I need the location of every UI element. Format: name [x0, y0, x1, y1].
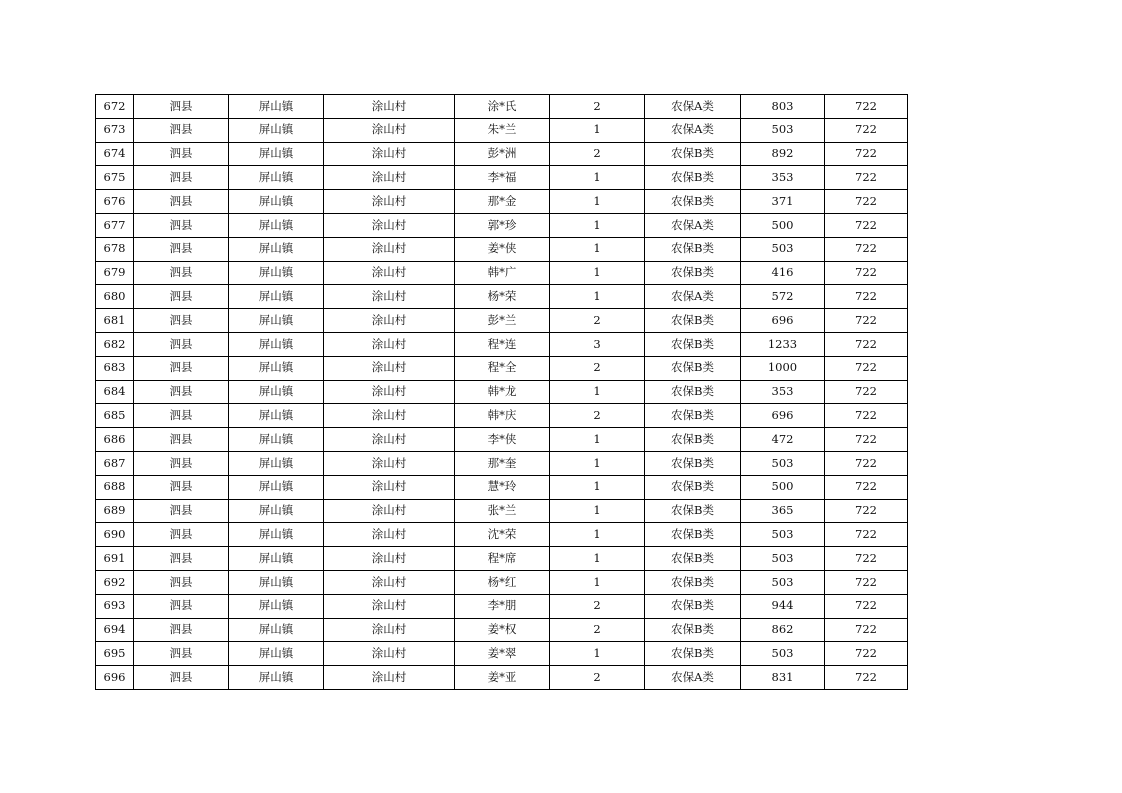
village-cell: 涂山村	[324, 190, 455, 214]
village-cell: 涂山村	[324, 380, 455, 404]
name-cell: 韩*龙	[455, 380, 550, 404]
name-cell: 慧*玲	[455, 475, 550, 499]
county-cell: 泗县	[134, 523, 229, 547]
county-cell: 泗县	[134, 618, 229, 642]
people-count-cell: 1	[550, 213, 645, 237]
category-cell: 农保A类	[645, 285, 741, 309]
category-cell: 农保A类	[645, 666, 741, 690]
category-cell: 农保B类	[645, 166, 741, 190]
people-count-cell: 2	[550, 356, 645, 380]
town-cell: 屏山镇	[229, 618, 324, 642]
village-cell: 涂山村	[324, 261, 455, 285]
amount-cell: 503	[741, 118, 825, 142]
standard-cell: 722	[825, 237, 908, 261]
seq-cell: 688	[96, 475, 134, 499]
village-cell: 涂山村	[324, 666, 455, 690]
standard-cell: 722	[825, 499, 908, 523]
people-count-cell: 1	[550, 261, 645, 285]
county-cell: 泗县	[134, 380, 229, 404]
county-cell: 泗县	[134, 451, 229, 475]
data-table	[95, 94, 908, 690]
standard-cell: 722	[825, 475, 908, 499]
people-count-cell: 1	[550, 285, 645, 309]
seq-cell: 687	[96, 451, 134, 475]
amount-cell: 803	[741, 95, 825, 119]
category-cell: 农保A类	[645, 95, 741, 119]
people-count-cell: 1	[550, 499, 645, 523]
town-cell: 屏山镇	[229, 332, 324, 356]
name-cell: 程*席	[455, 547, 550, 571]
category-cell: 农保A类	[645, 213, 741, 237]
seq-cell: 694	[96, 618, 134, 642]
village-cell: 涂山村	[324, 547, 455, 571]
village-cell: 涂山村	[324, 618, 455, 642]
county-cell: 泗县	[134, 475, 229, 499]
name-cell: 沈*荣	[455, 523, 550, 547]
standard-cell: 722	[825, 523, 908, 547]
name-cell: 那*奎	[455, 451, 550, 475]
seq-cell: 692	[96, 570, 134, 594]
county-cell: 泗县	[134, 428, 229, 452]
category-cell: 农保B类	[645, 309, 741, 333]
people-count-cell: 2	[550, 594, 645, 618]
people-count-cell: 2	[550, 95, 645, 119]
people-count-cell: 2	[550, 142, 645, 166]
table-row	[96, 499, 908, 523]
amount-cell: 831	[741, 666, 825, 690]
village-cell: 涂山村	[324, 332, 455, 356]
table-row	[96, 190, 908, 214]
category-cell: 农保B类	[645, 332, 741, 356]
category-cell: 农保B类	[645, 594, 741, 618]
table-row	[96, 666, 908, 690]
amount-cell: 862	[741, 618, 825, 642]
standard-cell: 722	[825, 285, 908, 309]
seq-cell: 689	[96, 499, 134, 523]
seq-cell: 673	[96, 118, 134, 142]
seq-cell: 685	[96, 404, 134, 428]
village-cell: 涂山村	[324, 118, 455, 142]
standard-cell: 722	[825, 166, 908, 190]
table-row	[96, 618, 908, 642]
village-cell: 涂山村	[324, 404, 455, 428]
village-cell: 涂山村	[324, 356, 455, 380]
category-cell: 农保B类	[645, 380, 741, 404]
county-cell: 泗县	[134, 261, 229, 285]
town-cell: 屏山镇	[229, 190, 324, 214]
seq-cell: 675	[96, 166, 134, 190]
people-count-cell: 1	[550, 428, 645, 452]
amount-cell: 353	[741, 380, 825, 404]
name-cell: 程*连	[455, 332, 550, 356]
seq-cell: 686	[96, 428, 134, 452]
name-cell: 张*兰	[455, 499, 550, 523]
table-row	[96, 523, 908, 547]
standard-cell: 722	[825, 618, 908, 642]
village-cell: 涂山村	[324, 642, 455, 666]
town-cell: 屏山镇	[229, 118, 324, 142]
people-count-cell: 1	[550, 642, 645, 666]
town-cell: 屏山镇	[229, 380, 324, 404]
people-count-cell: 1	[550, 570, 645, 594]
standard-cell: 722	[825, 547, 908, 571]
seq-cell: 672	[96, 95, 134, 119]
town-cell: 屏山镇	[229, 523, 324, 547]
town-cell: 屏山镇	[229, 213, 324, 237]
standard-cell: 722	[825, 118, 908, 142]
table-row	[96, 95, 908, 119]
name-cell: 那*金	[455, 190, 550, 214]
amount-cell: 500	[741, 213, 825, 237]
seq-cell: 696	[96, 666, 134, 690]
table-row	[96, 142, 908, 166]
standard-cell: 722	[825, 332, 908, 356]
amount-cell: 696	[741, 404, 825, 428]
county-cell: 泗县	[134, 404, 229, 428]
category-cell: 农保B类	[645, 475, 741, 499]
seq-cell: 679	[96, 261, 134, 285]
name-cell: 郭*珍	[455, 213, 550, 237]
people-count-cell: 3	[550, 332, 645, 356]
town-cell: 屏山镇	[229, 95, 324, 119]
table-row	[96, 404, 908, 428]
town-cell: 屏山镇	[229, 428, 324, 452]
name-cell: 姜*侠	[455, 237, 550, 261]
town-cell: 屏山镇	[229, 142, 324, 166]
town-cell: 屏山镇	[229, 356, 324, 380]
standard-cell: 722	[825, 190, 908, 214]
seq-cell: 681	[96, 309, 134, 333]
county-cell: 泗县	[134, 237, 229, 261]
county-cell: 泗县	[134, 570, 229, 594]
category-cell: 农保B类	[645, 642, 741, 666]
table-row	[96, 570, 908, 594]
standard-cell: 722	[825, 356, 908, 380]
amount-cell: 944	[741, 594, 825, 618]
table-row	[96, 547, 908, 571]
table-row	[96, 237, 908, 261]
seq-cell: 677	[96, 213, 134, 237]
table-row	[96, 594, 908, 618]
name-cell: 韩*广	[455, 261, 550, 285]
amount-cell: 503	[741, 451, 825, 475]
category-cell: 农保B类	[645, 190, 741, 214]
people-count-cell: 2	[550, 309, 645, 333]
category-cell: 农保B类	[645, 523, 741, 547]
people-count-cell: 1	[550, 190, 645, 214]
category-cell: 农保B类	[645, 237, 741, 261]
amount-cell: 472	[741, 428, 825, 452]
people-count-cell: 1	[550, 237, 645, 261]
village-cell: 涂山村	[324, 213, 455, 237]
category-cell: 农保B类	[645, 570, 741, 594]
table-row	[96, 642, 908, 666]
amount-cell: 892	[741, 142, 825, 166]
town-cell: 屏山镇	[229, 547, 324, 571]
name-cell: 杨*红	[455, 570, 550, 594]
standard-cell: 722	[825, 404, 908, 428]
people-count-cell: 1	[550, 451, 645, 475]
standard-cell: 722	[825, 261, 908, 285]
name-cell: 姜*亚	[455, 666, 550, 690]
county-cell: 泗县	[134, 356, 229, 380]
standard-cell: 722	[825, 594, 908, 618]
standard-cell: 722	[825, 570, 908, 594]
seq-cell: 683	[96, 356, 134, 380]
category-cell: 农保B类	[645, 618, 741, 642]
amount-cell: 1233	[741, 332, 825, 356]
county-cell: 泗县	[134, 594, 229, 618]
name-cell: 李*侠	[455, 428, 550, 452]
county-cell: 泗县	[134, 332, 229, 356]
amount-cell: 503	[741, 570, 825, 594]
standard-cell: 722	[825, 309, 908, 333]
name-cell: 杨*荣	[455, 285, 550, 309]
amount-cell: 500	[741, 475, 825, 499]
name-cell: 韩*庆	[455, 404, 550, 428]
seq-cell: 690	[96, 523, 134, 547]
table-row	[96, 475, 908, 499]
village-cell: 涂山村	[324, 142, 455, 166]
name-cell: 姜*权	[455, 618, 550, 642]
seq-cell: 693	[96, 594, 134, 618]
table-row	[96, 356, 908, 380]
category-cell: 农保B类	[645, 451, 741, 475]
standard-cell: 722	[825, 666, 908, 690]
table-row	[96, 166, 908, 190]
county-cell: 泗县	[134, 166, 229, 190]
people-count-cell: 2	[550, 404, 645, 428]
people-count-cell: 1	[550, 118, 645, 142]
amount-cell: 503	[741, 523, 825, 547]
table-row	[96, 428, 908, 452]
category-cell: 农保B类	[645, 428, 741, 452]
county-cell: 泗县	[134, 142, 229, 166]
county-cell: 泗县	[134, 666, 229, 690]
amount-cell: 416	[741, 261, 825, 285]
name-cell: 彭*洲	[455, 142, 550, 166]
table-row	[96, 332, 908, 356]
town-cell: 屏山镇	[229, 285, 324, 309]
town-cell: 屏山镇	[229, 666, 324, 690]
town-cell: 屏山镇	[229, 166, 324, 190]
standard-cell: 722	[825, 451, 908, 475]
village-cell: 涂山村	[324, 570, 455, 594]
town-cell: 屏山镇	[229, 451, 324, 475]
county-cell: 泗县	[134, 285, 229, 309]
amount-cell: 371	[741, 190, 825, 214]
amount-cell: 353	[741, 166, 825, 190]
table-row	[96, 451, 908, 475]
town-cell: 屏山镇	[229, 570, 324, 594]
village-cell: 涂山村	[324, 451, 455, 475]
name-cell: 彭*兰	[455, 309, 550, 333]
county-cell: 泗县	[134, 642, 229, 666]
table-row	[96, 380, 908, 404]
table-body	[96, 95, 908, 690]
seq-cell: 674	[96, 142, 134, 166]
village-cell: 涂山村	[324, 237, 455, 261]
name-cell: 姜*翠	[455, 642, 550, 666]
village-cell: 涂山村	[324, 285, 455, 309]
village-cell: 涂山村	[324, 428, 455, 452]
category-cell: 农保B类	[645, 261, 741, 285]
standard-cell: 722	[825, 428, 908, 452]
category-cell: 农保B类	[645, 404, 741, 428]
standard-cell: 722	[825, 142, 908, 166]
people-count-cell: 1	[550, 166, 645, 190]
category-cell: 农保B类	[645, 356, 741, 380]
standard-cell: 722	[825, 642, 908, 666]
table-row	[96, 261, 908, 285]
amount-cell: 1000	[741, 356, 825, 380]
name-cell: 程*全	[455, 356, 550, 380]
county-cell: 泗县	[134, 118, 229, 142]
name-cell: 李*福	[455, 166, 550, 190]
county-cell: 泗县	[134, 190, 229, 214]
county-cell: 泗县	[134, 547, 229, 571]
village-cell: 涂山村	[324, 523, 455, 547]
table-row	[96, 309, 908, 333]
seq-cell: 680	[96, 285, 134, 309]
seq-cell: 691	[96, 547, 134, 571]
village-cell: 涂山村	[324, 499, 455, 523]
town-cell: 屏山镇	[229, 261, 324, 285]
standard-cell: 722	[825, 380, 908, 404]
amount-cell: 572	[741, 285, 825, 309]
county-cell: 泗县	[134, 213, 229, 237]
amount-cell: 365	[741, 499, 825, 523]
seq-cell: 678	[96, 237, 134, 261]
county-cell: 泗县	[134, 309, 229, 333]
seq-cell: 695	[96, 642, 134, 666]
village-cell: 涂山村	[324, 309, 455, 333]
category-cell: 农保B类	[645, 547, 741, 571]
people-count-cell: 1	[550, 380, 645, 404]
table-row	[96, 213, 908, 237]
seq-cell: 676	[96, 190, 134, 214]
name-cell: 朱*兰	[455, 118, 550, 142]
town-cell: 屏山镇	[229, 309, 324, 333]
village-cell: 涂山村	[324, 166, 455, 190]
village-cell: 涂山村	[324, 95, 455, 119]
seq-cell: 682	[96, 332, 134, 356]
people-count-cell: 1	[550, 523, 645, 547]
town-cell: 屏山镇	[229, 642, 324, 666]
town-cell: 屏山镇	[229, 475, 324, 499]
name-cell: 李*朋	[455, 594, 550, 618]
amount-cell: 696	[741, 309, 825, 333]
table-row	[96, 118, 908, 142]
name-cell: 涂*氏	[455, 95, 550, 119]
people-count-cell: 2	[550, 618, 645, 642]
standard-cell: 722	[825, 213, 908, 237]
category-cell: 农保A类	[645, 118, 741, 142]
people-count-cell: 1	[550, 475, 645, 499]
amount-cell: 503	[741, 237, 825, 261]
village-cell: 涂山村	[324, 475, 455, 499]
amount-cell: 503	[741, 547, 825, 571]
standard-cell: 722	[825, 95, 908, 119]
seq-cell: 684	[96, 380, 134, 404]
town-cell: 屏山镇	[229, 594, 324, 618]
people-count-cell: 1	[550, 547, 645, 571]
amount-cell: 503	[741, 642, 825, 666]
town-cell: 屏山镇	[229, 404, 324, 428]
town-cell: 屏山镇	[229, 237, 324, 261]
table-row	[96, 285, 908, 309]
category-cell: 农保B类	[645, 142, 741, 166]
town-cell: 屏山镇	[229, 499, 324, 523]
county-cell: 泗县	[134, 95, 229, 119]
category-cell: 农保B类	[645, 499, 741, 523]
county-cell: 泗县	[134, 499, 229, 523]
village-cell: 涂山村	[324, 594, 455, 618]
people-count-cell: 2	[550, 666, 645, 690]
